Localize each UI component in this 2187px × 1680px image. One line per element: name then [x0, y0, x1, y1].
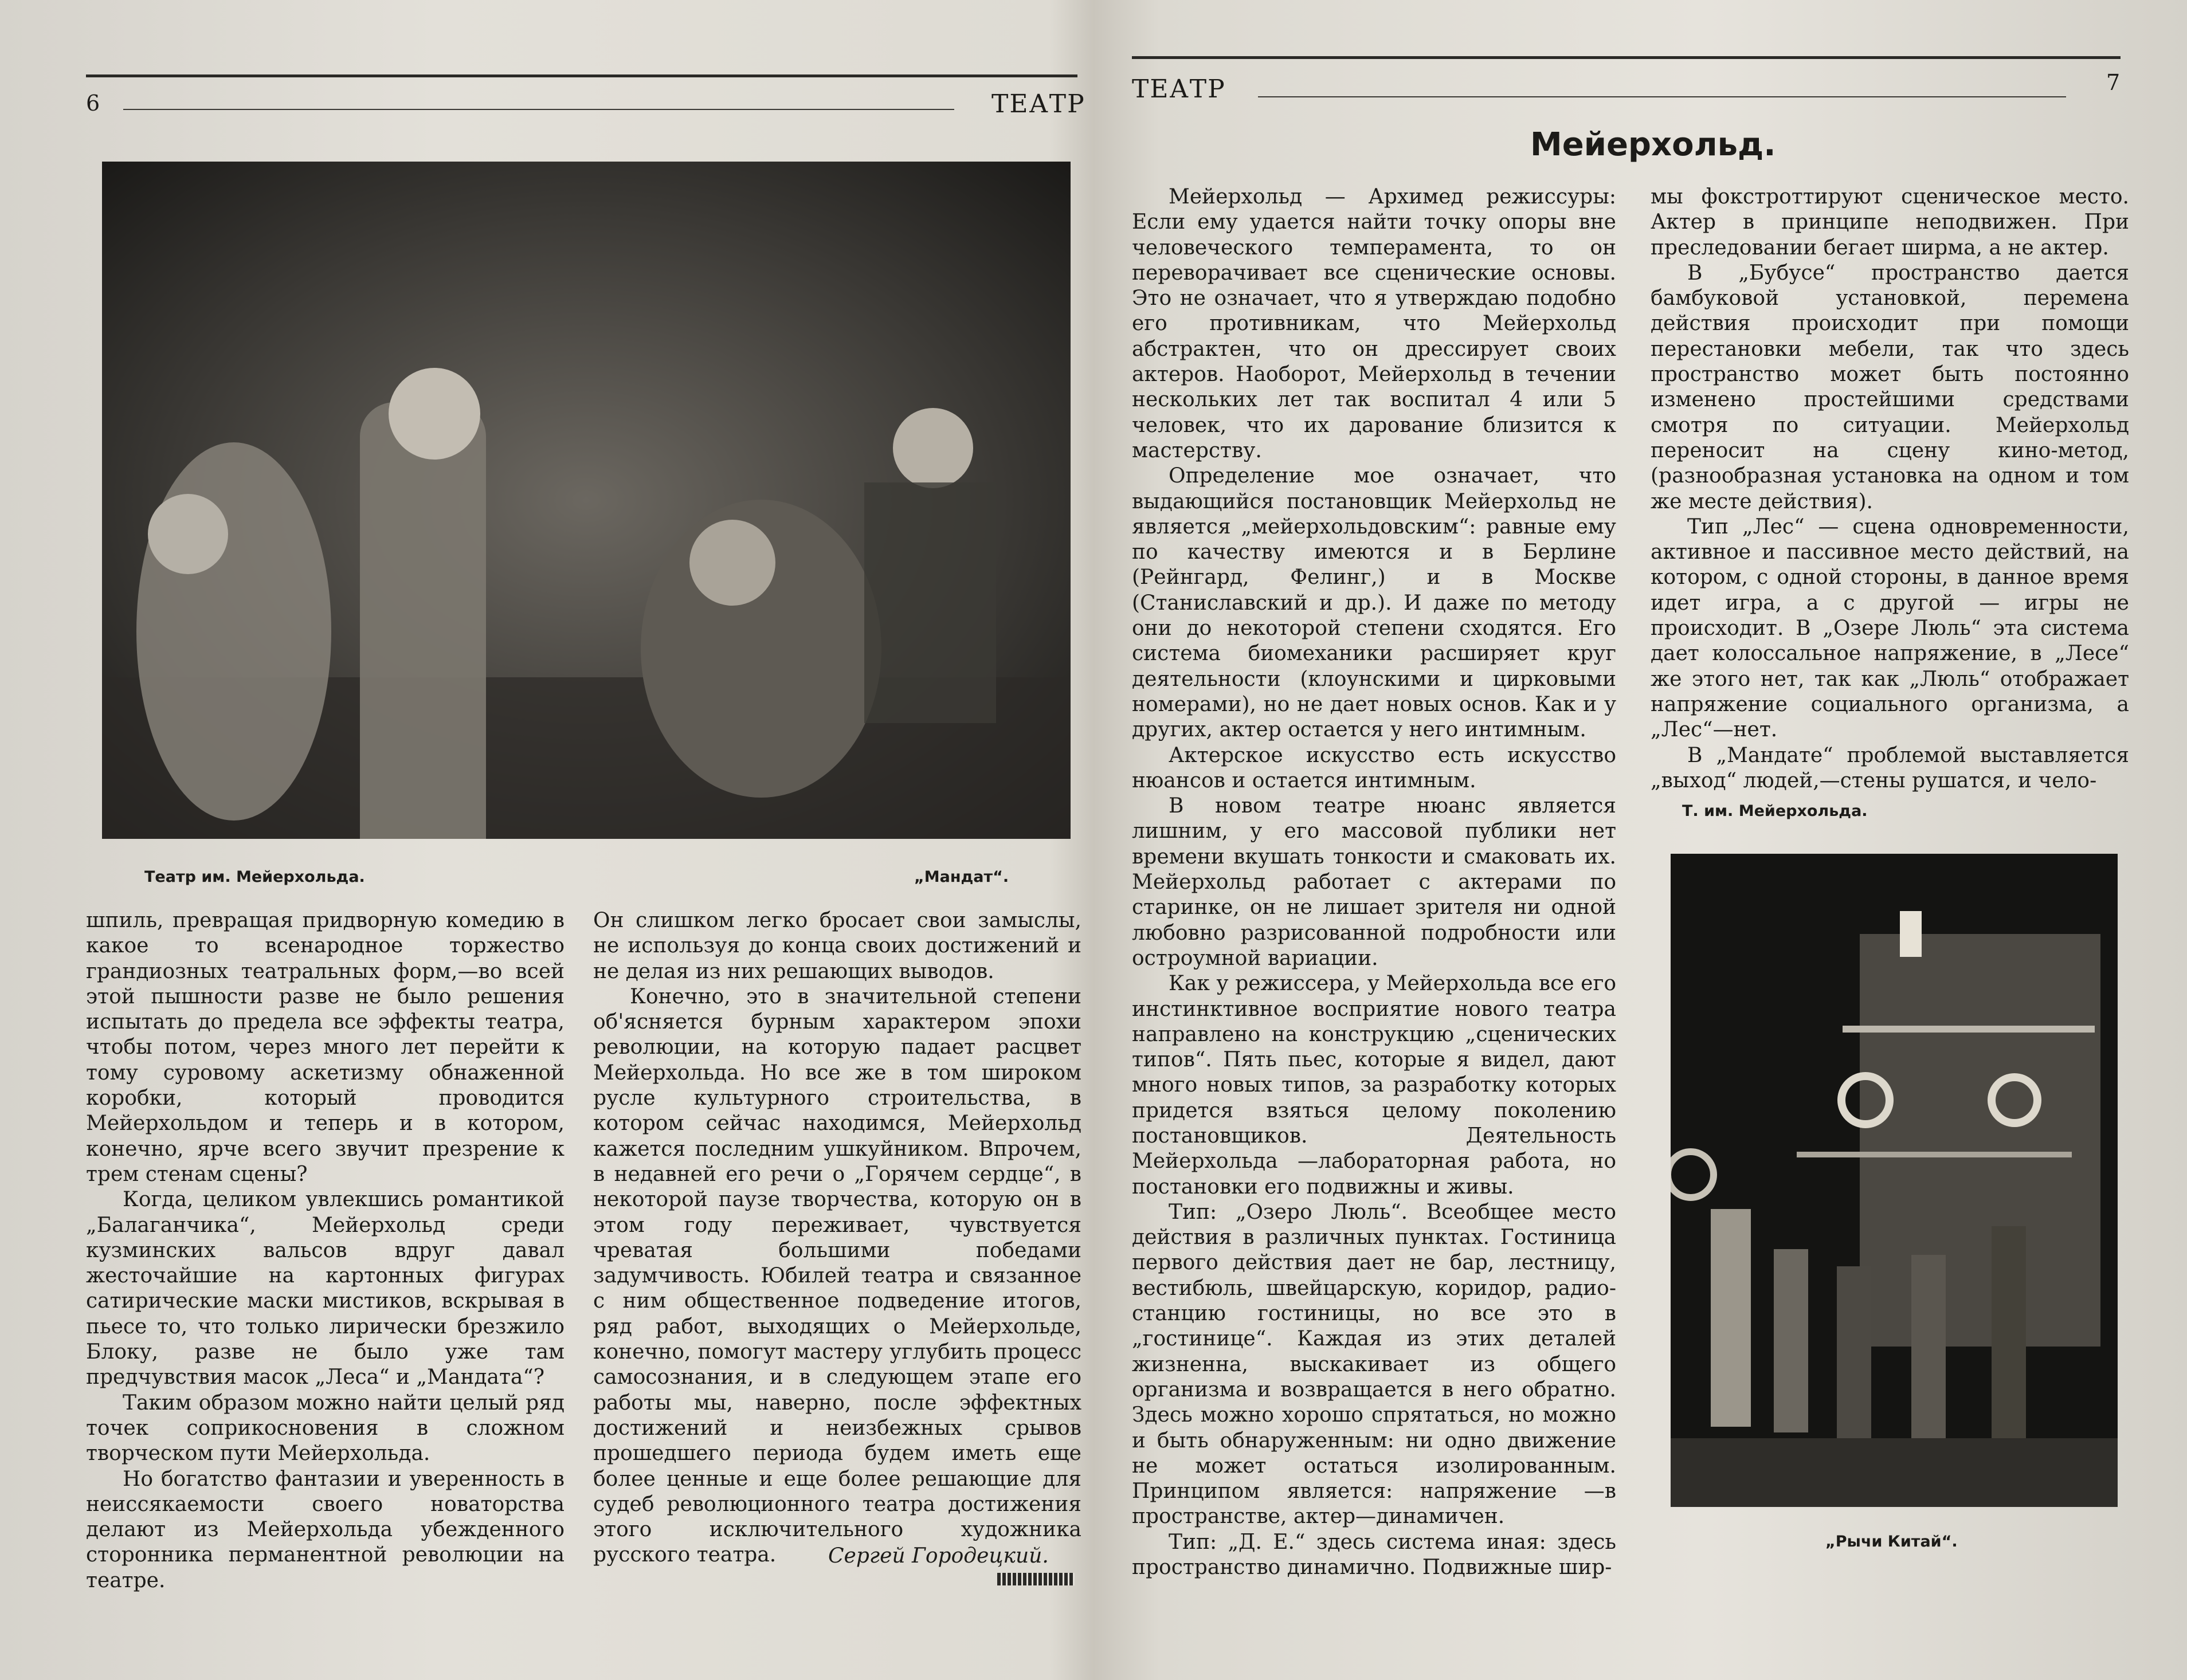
- right-column-2: [1651, 185, 2129, 794]
- paragraph: Актерское искусство есть искусство нюансов и остается интимным.: [1132, 743, 1616, 792]
- paragraph: Тип: „Озеро Люль“. Всеобщее место действия в различных пунктах. Гостиница первого действия дает не бар, лестницу, вестибюль, швейцарскую, коридор, радио-станцию гостиницы, но все это в „гостинице“. Каждая из этих деталей жизненна, выскакивает из общего организма и возвращается в него обратно. Здесь можно хорошо спрятаться, но можно и быть обнаруженным: ни одно движение не может остаться изолированным. Принципом является: напряжение —в пространстве, актер—динамичен.: [1132, 1200, 1616, 1529]
- paragraph: В новом театре нюанс является лишним, у его массовой публики нет времени вкушать тонкости и смаковать их. Мейерхольд работает с актерами по старинке, он не лишает зрителя ни одной любовно разрисованной подробности или остроумной вариации.: [1132, 794, 1616, 970]
- photo-caption-play: „Рычи Китай“.: [1825, 1533, 1958, 1551]
- paragraph: В „Мандате“ проблемой выставляется „выход“ людей,—стены рушатся, и чело-: [1651, 743, 2129, 792]
- paragraph: Таким образом можно найти целый ряд точек соприкосновения в сложном творческом пути Мейерхольда.: [86, 1391, 565, 1466]
- right-page: [1112, 0, 2187, 1680]
- paragraph: Мейерхольд — Архимед режиссуры: Если ему удается найти точку опоры вне человеческого темперамента, то он переворачивает все сценические основы. Это не означает, что я утверждаю подобно его противникам, что Мейерхольд абстрактен, что он дрессирует своих актеров. Наоборот, Мейерхольд в течении нескольких лет так воспитал 4 или 5 человек, что их дарование близится к мастерству.: [1132, 185, 1616, 462]
- article-title: Мейерхольд.: [1530, 126, 1776, 163]
- paragraph: Тип „Лес“ — сцена одновременности, активное и пассивное место действий, на котором, с одной стороны, в данное время идет игра, а с другой — игры не происходит. В „Озере Люль“ эта система дает колоссальное напряжение, в „Лесе“ же этого нет, так как „Люль“ отображает напряжение социального организма, а „Лес“—нет.: [1651, 515, 2129, 742]
- right-column-1: [1132, 185, 1616, 1580]
- photo-caption-theatre: Театр им. Мейерхольда.: [144, 868, 365, 886]
- end-ornament: [997, 1573, 1075, 1585]
- paragraph: В „Бубусе“ пространство дается бамбуковой установкой, перемена действия происходит при помощи перестановки мебели, так что здесь пространство может быть постоянно изменено простейшими средствами смотря по ситуации. Мейерхольд переносит на сцену кино-метод, (разнообразная установка на одном и том же месте действия).: [1651, 261, 2129, 513]
- header-rule: [123, 109, 954, 110]
- top-rule: [86, 74, 1077, 77]
- header-rule: [1258, 96, 2066, 97]
- paragraph: Определение мое означает, что выдающийся постановщик Мейерхольд не является „мейерхольдовским“: равные ему по качеству имеются и в Берлине (Рейнгард, Фелинг,) и в Москве (Станиславский и др.). И даже по методу они до некоторой степени сходятся. Его система биомеханики расширяет круг деятельности (клоунскими и цирковыми номерами), но не дает новых основ. Как и у других, актер остается у него интимным.: [1132, 464, 1616, 742]
- paragraph: шпиль, превращая придворную комедию в какое то всенародное торжество грандиозных театральных форм,—во всей этой пышности разве не было решения испытать до предела все эффекты театра, чтобы потом, через много лет перейти к тому суровому аскетизму обнаженной коробки, который проводится Мейерхольдом и теперь и в котором, конечно, ярче всего звучит презрение к трем стенам сцены?: [86, 909, 565, 1186]
- mandat-stage-photo: [102, 162, 1071, 839]
- left-column-1: [86, 908, 565, 1593]
- paragraph: Когда, целиком увлекшись романтикой „Балаганчика“, Мейерхольд среди кузминских вальсов вдруг давал жесточайшие на картонных фигурах сатирические маски мистиков, вскрывая в пьесе то, что только лирически брезжило Блоку, разве не было уже там предчувствия масок „Леса“ и „Мандата“?: [86, 1188, 565, 1389]
- top-rule: [1132, 56, 2121, 59]
- photo-caption-theatre: Т. им. Мейерхольда.: [1682, 802, 1868, 820]
- running-head: ТЕАТР: [991, 89, 1085, 119]
- author-signature: Сергей Городецкий.: [828, 1544, 1049, 1568]
- photo-caption-play: „Мандат“.: [914, 868, 1009, 886]
- paragraph: Он слишком легко бросает свои замыслы, не используя до конца своих достижений и не делая из них решающих выводов.: [593, 909, 1081, 983]
- paragraph: Конечно, это в значительной степени об'ясняется бурным характером эпохи революции, на которую падает расцвет Мейерхольда. Но все же в том широком русле культурного строительства, в котором сейчас находимся, Мейерхольд кажется последним ушкуйником. Впрочем, в недавней его речи о „Горячем сердце“, в некоторой паузе творчества, которую он в этом году переживает, чувствуется чреватая большими победами задумчивость. Юбилей театра и связанное с ним общественное подведение итогов, ряд работ, выходящих о Мейерхольде, конечно, помогут мастеру углубить процесс самосознания, и в следующем этапе его работы мы, наверно, после эффектных достижений и неизбежных срывов прошедшего периода будем иметь еще более ценные и еще более решающие для судеб революционного театра достижения этого исключительного художника русского театра.: [593, 984, 1081, 1567]
- rychi-kitai-stage-photo: [1671, 854, 2118, 1507]
- paragraph: Тип: „Д. Е.“ здесь система иная: здесь пространство динамично. Подвижные шир-: [1132, 1530, 1616, 1580]
- paragraph: Но богатство фантазии и уверенность в неиссякаемости своего новаторства делают из Мейерхольда убежденного сторонника перманентной революции на театре.: [86, 1467, 565, 1592]
- running-head: ТЕАТР: [1132, 74, 1226, 104]
- page-number: 7: [2106, 70, 2121, 95]
- left-column-2: [593, 908, 1081, 1568]
- paragraph: Как у режиссера, у Мейерхольда все его инстинктивное восприятие нового театра направлено на конструкцию „сценических типов“. Пять пьес, которые я видел, дают много новых типов, за разработку которых придется взяться целому поколению постановщиков. Деятельность Мейерхольда —лабораторная работа, но постановки его подвижны и живы.: [1132, 972, 1616, 1199]
- page-number: 6: [86, 91, 100, 116]
- paragraph: мы фокстроттируют сценическое место. Актер в принципе неподвижен. При преследовании бегает ширма, а не актер.: [1651, 185, 2129, 260]
